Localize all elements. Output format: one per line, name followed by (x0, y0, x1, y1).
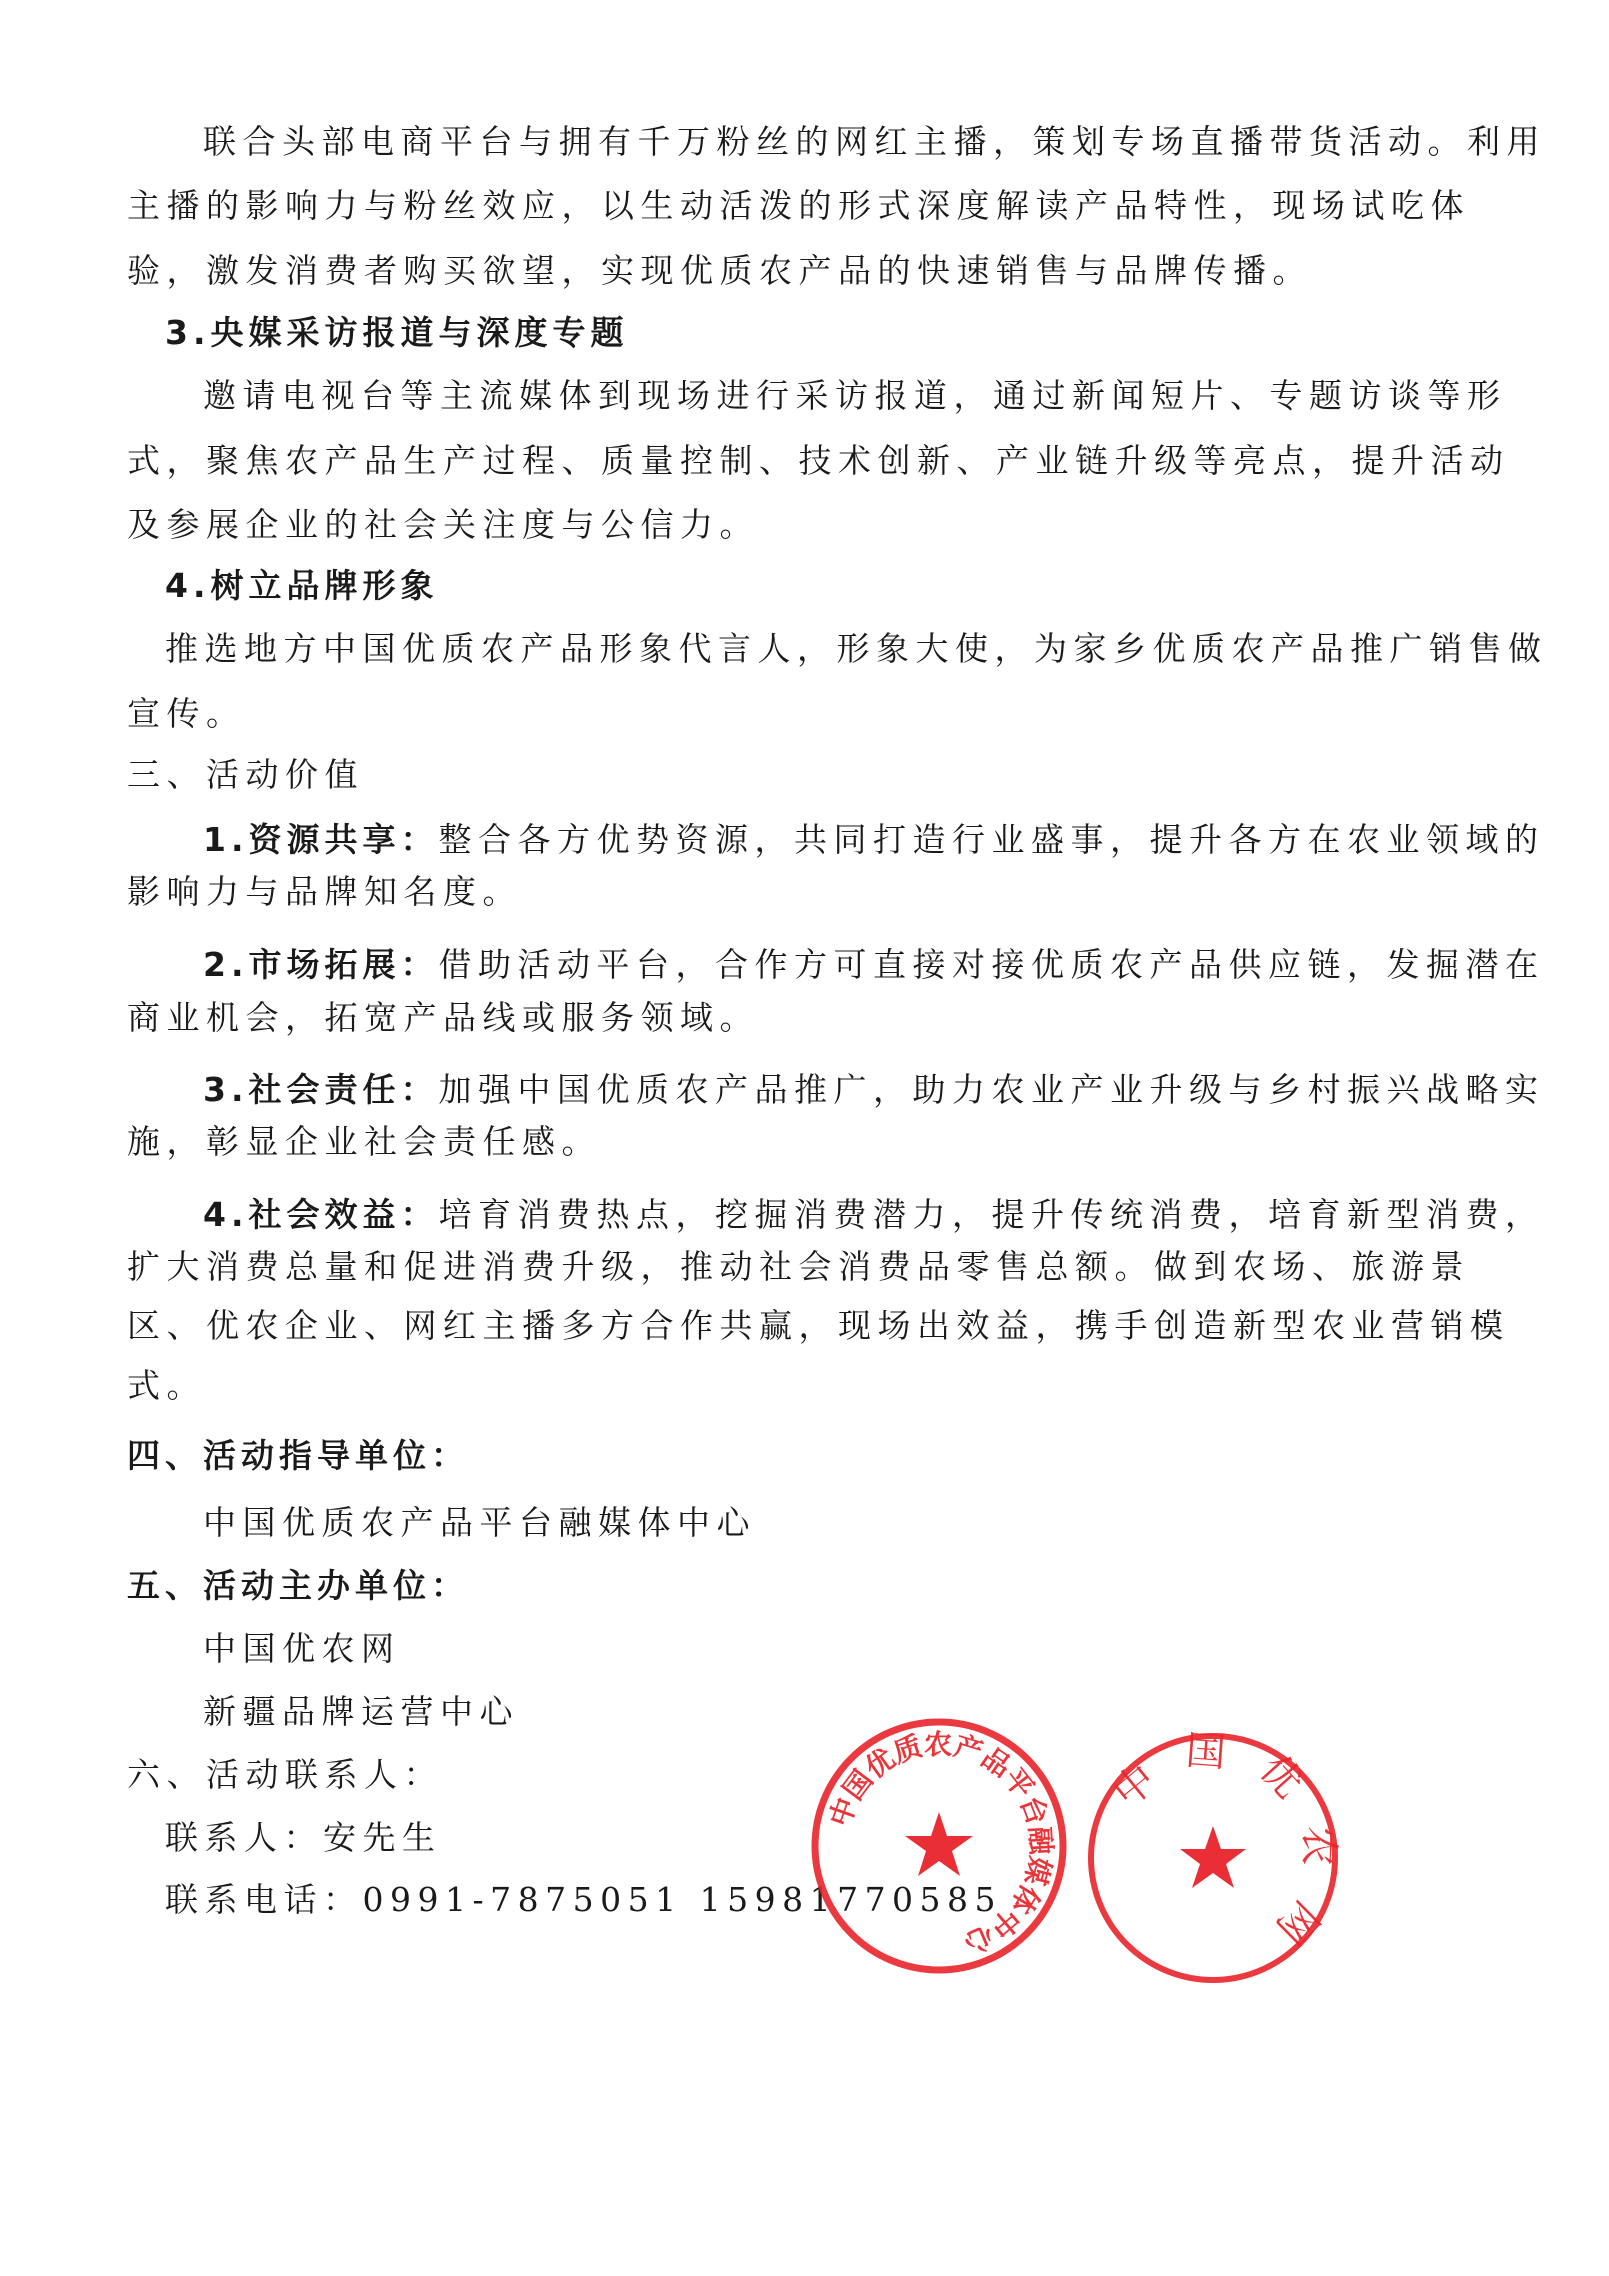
org-name: 中国优质农产品平台融媒体中心 (203, 1503, 756, 1542)
value-item (203, 945, 1583, 985)
section-title: 六、活动联系人： (127, 1755, 443, 1794)
body-text: 宣传。 (127, 694, 246, 733)
body-text: 联合头部电商平台与拥有千万粉丝的网红主播，策划专场直播带货活动。利用 (203, 122, 1546, 161)
value-text: 培育消费热点，挖掘消费潜力，提升传统消费，培育新型消费， (438, 1195, 1545, 1234)
section-title: 五、活动主办单位： (127, 1566, 469, 1605)
body-text: 主播的影响力与粉丝效应，以生动活泼的形式深度解读产品特性，现场试吃体 (127, 186, 1470, 225)
seal-text: 中国优质农产品平台融媒体中心 (823, 1727, 1058, 1960)
subheading: 3.央媒采访报道与深度专题 (165, 313, 629, 352)
body-text: 及参展企业的社会关注度与公信力。 (127, 505, 759, 544)
value-item (203, 1195, 1583, 1235)
contact-name: 联系人：安先生 (165, 1818, 442, 1857)
star-icon (1180, 1826, 1246, 1888)
body-text: 施，彰显企业社会责任感。 (127, 1122, 601, 1161)
org-name: 中国优农网 (203, 1629, 401, 1668)
value-text: 借助活动平台，合作方可直接对接优质农产品供应链，发掘潜在 (438, 945, 1545, 984)
value-label: 1.资源共享： (203, 820, 439, 859)
value-item (203, 820, 1583, 860)
value-item (203, 1070, 1583, 1110)
value-label: 4.社会效益： (203, 1195, 439, 1234)
contact-phone: 联系电话：0991-7875051 15981770585 (165, 1880, 1003, 1919)
body-text: 邀请电视台等主流媒体到现场进行采访报道，通过新闻短片、专题访谈等形 (203, 376, 1507, 415)
section-title: 三、活动价值 (127, 755, 364, 794)
official-seal (1082, 1727, 1344, 1989)
body-text: 推选地方中国优质农产品形象代言人，形象大使，为家乡优质农产品推广销售做 (165, 629, 1548, 668)
value-text: 整合各方优势资源，共同打造行业盛事，提升各方在农业领域的 (438, 820, 1545, 859)
body-text: 验，激发消费者购买欲望，实现优质农产品的快速销售与品牌传播。 (127, 251, 1312, 290)
body-text: 商业机会，拓宽产品线或服务领域。 (127, 998, 759, 1037)
body-text: 式，聚焦农产品生产过程、质量控制、技术创新、产业链升级等亮点，提升活动 (127, 441, 1510, 480)
value-label: 3.社会责任： (203, 1070, 439, 1109)
star-icon (905, 1812, 973, 1876)
body-text: 扩大消费总量和促进消费升级，推动社会消费品零售总额。做到农场、旅游景 (127, 1247, 1470, 1286)
body-text: 影响力与品牌知名度。 (127, 872, 522, 911)
official-seal (808, 1715, 1070, 1977)
org-name: 新疆品牌运营中心 (203, 1692, 519, 1731)
body-text: 区、优农企业、网红主播多方合作共赢，现场出效益，携手创造新型农业营销模 (127, 1306, 1510, 1345)
seal-text: 中国优农网 (1104, 1727, 1342, 1974)
value-label: 2.市场拓展： (203, 945, 439, 984)
value-text: 加强中国优质农产品推广，助力农业产业升级与乡村振兴战略实 (438, 1070, 1545, 1109)
body-text: 式。 (127, 1366, 206, 1405)
section-title: 四、活动指导单位： (127, 1436, 469, 1475)
subheading: 4.树立品牌形象 (165, 566, 439, 605)
